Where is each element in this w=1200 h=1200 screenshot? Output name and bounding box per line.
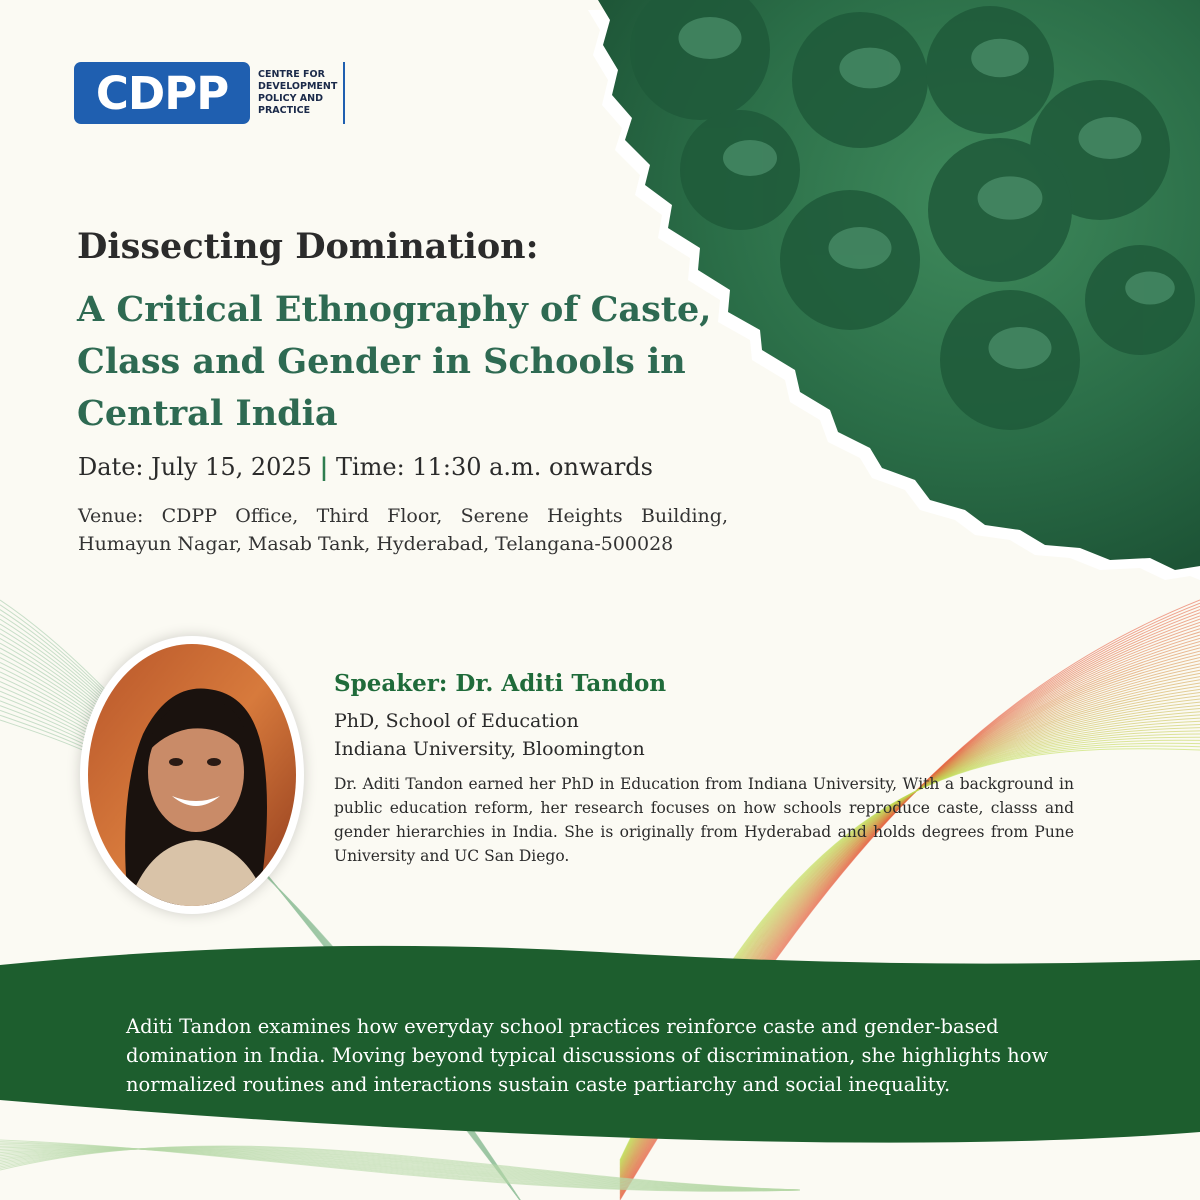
event-date: Date: July 15, 2025 [78,453,312,481]
talk-summary: Aditi Tandon examines how everyday school practices reinforce caste and gender-based domination in India. Moving beyond typical discussions of discrimination, she highlights how normalized routines and interactions sustain caste partiarchy and social inequality. [126,1015,1049,1096]
logo-full-name: CENTRE FOR DEVELOPMENT POLICY AND PRACTICE [258,69,338,116]
child-face-highlight-7 [989,327,1052,369]
speaker-university: Indiana University, Bloomington [334,738,645,760]
logo-acronym: CDPP [95,66,229,120]
child-face-highlight-6 [829,227,892,269]
speaker-name: Speaker: Dr. Aditi Tandon [334,670,667,697]
logo-divider [343,62,345,124]
child-face-highlight-3 [971,39,1029,77]
child-face-highlight-8 [1125,272,1175,305]
event-title-subtitle: A Critical Ethnography of Caste, Class and Gender in Schools in Central India [77,289,712,434]
cdpp-logo [74,62,250,124]
date-time-separator: | [319,452,329,481]
speaker-credentials [334,707,645,763]
child-face-highlight-4 [1079,117,1142,159]
child-face-highlight-2 [839,48,900,89]
event-date-time [78,452,653,481]
child-face-highlight-5 [978,176,1043,219]
child-face-highlight-1 [679,17,742,59]
speaker-portrait [80,636,304,914]
event-venue: Venue: CDPP Office, Third Floor, Serene Heights Building, Humayun Nagar, Masab Tank, Hyderabad, Telangana-500028 [78,505,728,555]
event-time: Time: 11:30 a.m. onwards [335,453,653,481]
child-face-highlight-9 [723,140,777,176]
speaker-degree: PhD, School of Education [334,710,579,732]
speaker-bio: Dr. Aditi Tandon earned her PhD in Education from Indiana University, With a background in public education reform, her research focuses on how schools reproduce caste, classs and gender hierarchies in India. She is originally from Hyderabad and holds degrees from Pune University and UC San Diego. [334,775,1074,865]
event-title-main: Dissecting Domination: [77,226,539,267]
